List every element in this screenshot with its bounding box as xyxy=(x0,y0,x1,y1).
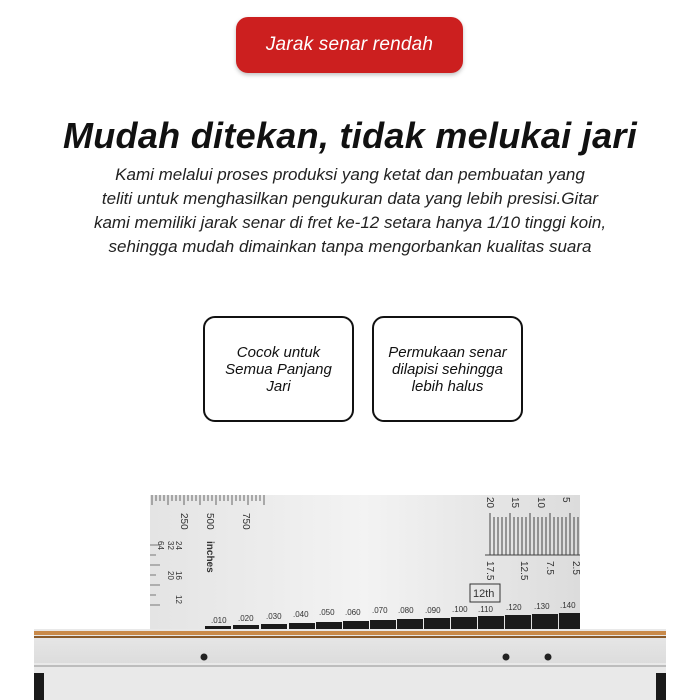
ruler-unit-label: inches xyxy=(204,541,215,573)
ruler-right-label: 5 xyxy=(560,497,571,503)
gauge-label: .060 xyxy=(345,608,361,617)
ruler-left-label: 20 xyxy=(166,571,175,580)
fret-label: 12th xyxy=(473,588,495,600)
gauge-label: .050 xyxy=(319,608,335,617)
headline: Mudah ditekan, tidak melukai jari xyxy=(62,115,638,156)
gauge-label: .140 xyxy=(560,601,576,610)
gauge-label: .020 xyxy=(238,614,254,623)
gauge-label: .070 xyxy=(372,606,388,615)
description xyxy=(30,163,670,259)
gauge-label: .080 xyxy=(398,606,414,615)
gauge-label: .010 xyxy=(211,616,227,625)
gauge-label: .130 xyxy=(534,602,550,611)
feature-card-text: Cocok untuk Semua Panjang Jari xyxy=(225,343,332,395)
ruler-top-label: 750 xyxy=(240,513,251,530)
string-action-ruler-photo xyxy=(0,485,700,700)
ruler-right-label: 20 xyxy=(484,497,495,509)
ruler-left-label: 24 xyxy=(174,541,183,550)
gauge-label: .040 xyxy=(293,610,309,619)
ruler-top-label: 250 xyxy=(178,513,189,530)
guitar-string xyxy=(34,631,666,635)
feature-badge: Jarak senar rendah xyxy=(236,17,463,73)
ruler-right-label: 2.5 xyxy=(570,561,581,575)
ruler-right-label: 10 xyxy=(535,497,546,509)
gauge-label: .100 xyxy=(452,605,468,614)
ruler-left-label: 12 xyxy=(174,595,183,604)
ruler-top-label: 500 xyxy=(204,513,215,530)
description-line: Kami melalui proses produksi yang ketat dan pembuatan yang xyxy=(115,165,585,184)
fret-marker-dot xyxy=(545,654,552,661)
feature-card-coated-strings xyxy=(372,316,523,422)
gauge-label: .120 xyxy=(506,603,522,612)
gauge-label: .030 xyxy=(266,612,282,621)
fret-marker-dot xyxy=(503,654,510,661)
gauge-label: .090 xyxy=(425,606,441,615)
feature-card-finger-length xyxy=(203,316,354,422)
description-line: sehingga mudah dimainkan tanpa mengorbankan kualitas suara xyxy=(108,237,592,256)
string-action-ruler-icon xyxy=(0,485,700,700)
ruler-left-label: 32 xyxy=(166,541,175,550)
description-line: kami memiliki jarak senar di fret ke-12 setara hanya 1/10 tinggi koin, xyxy=(93,213,607,232)
feature-card-text: Permukaan senar dilapisi sehingga lebih halus xyxy=(388,343,507,395)
ruler-left-label: 16 xyxy=(174,571,183,580)
ruler-right-label: 15 xyxy=(509,497,520,509)
ruler-right-label: 17.5 xyxy=(484,561,495,581)
ruler-right-label: 12.5 xyxy=(518,561,529,581)
ruler-left-label: 64 xyxy=(156,541,165,550)
description-line: teliti untuk menghasilkan pengukuran data yang lebih presisi.Gitar xyxy=(101,189,599,208)
ruler-right-label: 7.5 xyxy=(544,561,555,575)
gauge-label: .110 xyxy=(478,605,493,614)
fret-marker-dot xyxy=(201,654,208,661)
